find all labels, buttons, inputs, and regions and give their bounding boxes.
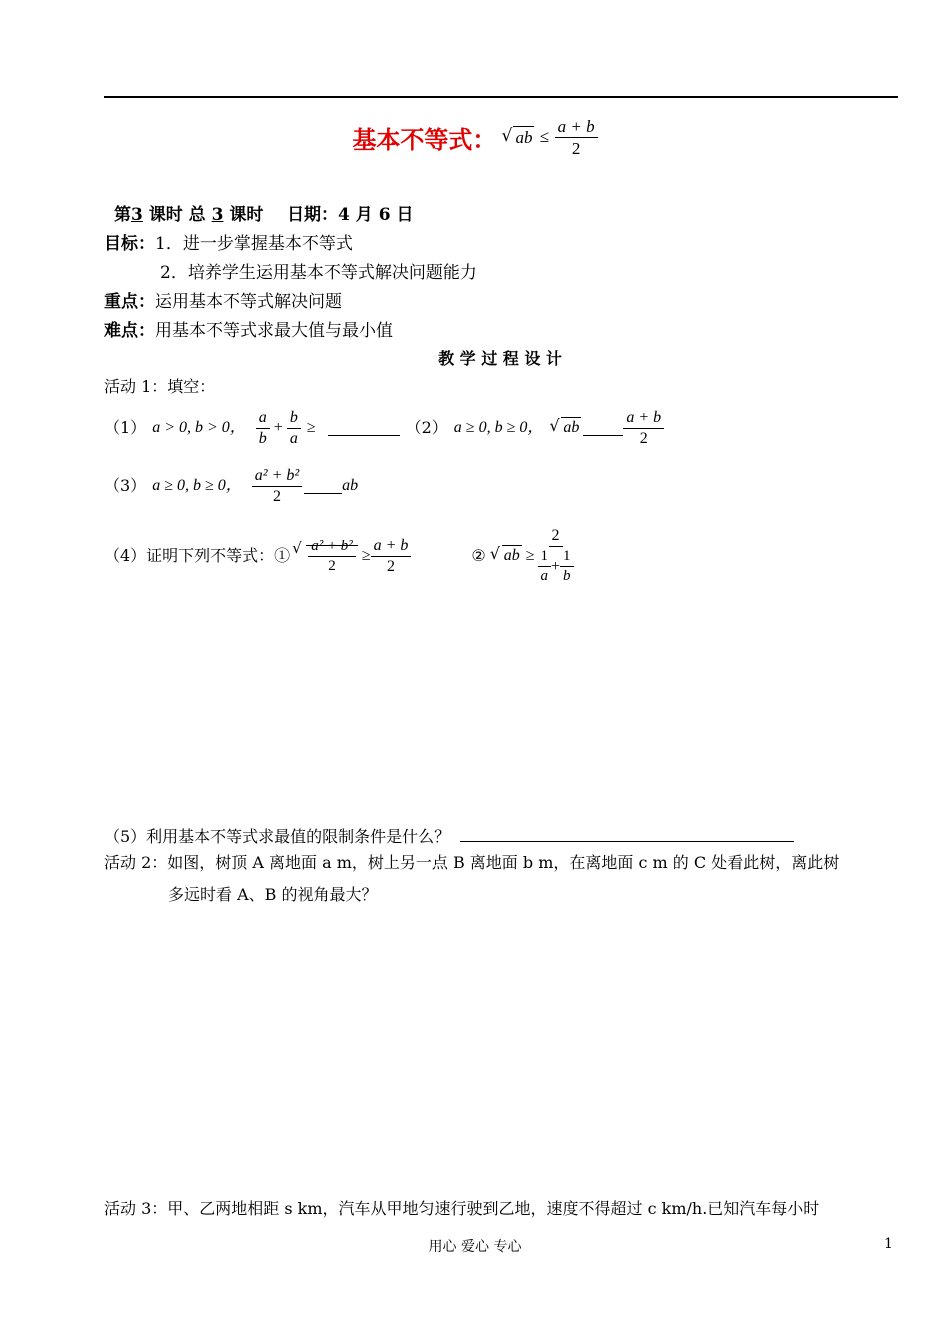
question-4: （4）证明下列不等式：① √ $\frac{\text{a² + b²}}{2}$ ≥ $\frac{a + b}{2}$ ② √ ab ≥ 2 $\frac{1}{a}$ + $\frac{1}{b}$ [104, 526, 577, 586]
activity-1-heading: 活动 1：填空： [104, 377, 216, 396]
sqrt-ab: √ ab [501, 128, 534, 148]
page-title [0, 118, 950, 174]
sqrt-ab-q4: √ ab [490, 545, 522, 567]
page-number: 1 [884, 1236, 893, 1252]
frac-a-plus-b-over-2: $\frac{a + b}{2}$ [555, 118, 598, 157]
question-3: （3） a ≥ 0, b ≥ 0， $\frac{\text{a² + b²}}{2}$ ab [104, 466, 359, 505]
question-1-2: （1） a > 0, b > 0， $\frac{a}{b}$ + $\frac{b}{a}$ ≥ （2） a ≥ 0, b ≥ 0， √ ab $\frac{a + b}{2}$ [104, 404, 664, 452]
blank-1[interactable] [328, 421, 400, 436]
sqrt-ab-q2: √ ab [549, 417, 581, 439]
blank-2[interactable] [583, 421, 623, 436]
blank-5[interactable] [460, 827, 794, 842]
header-rule [104, 96, 898, 98]
frac-q3: $\frac{\text{a² + b²}}{2}$ [252, 468, 302, 505]
activity-2-line-1: 活动 2：如图，树顶 A 离地面 a m，树上另一点 B 离地面 b m，在离地面 c m 的 C 处看此树，离此树 [104, 853, 840, 872]
frac-b-over-a: $\frac{b}{a}$ [287, 410, 301, 447]
frac-harmonic: 2 $\frac{1}{a}$ + $\frac{1}{b}$ [535, 528, 577, 584]
section-heading: 教 学 过 程 设 计 [438, 349, 562, 368]
lesson-line: 第3 课时 总 3 课时 日期：4 月 6 日 [114, 205, 414, 225]
key-line: 重点：运用基本不等式解决问题 [104, 292, 342, 312]
goal-line-2: 2．培养学生运用基本不等式解决问题能力 [160, 263, 477, 283]
title-formula: √ ab ≤ $\frac{a + b}{2}$ [501, 127, 597, 147]
frac-a-over-b: $\frac{a}{b}$ [256, 410, 270, 447]
sqrt-mean-square: √ $\frac{\text{a² + b²}}{2}$ [292, 539, 358, 574]
activity-3-line-1: 活动 3：甲、乙两地相距 s km，汽车从甲地匀速行驶到乙地，速度不得超过 c km/h.已知汽车每小时 [104, 1199, 820, 1218]
question-5: （5）利用基本不等式求最值的限制条件是什么？ [104, 826, 794, 848]
title-text: 基本不等式： [352, 126, 497, 154]
frac-q4-1: $\frac{a + b}{2}$ [371, 538, 412, 575]
activity-2-line-2: 多远时看 A、B 的视角最大？ [168, 885, 378, 904]
blank-3[interactable] [304, 479, 342, 494]
frac-q2: $\frac{a + b}{2}$ [623, 410, 664, 447]
page-footer: 用心 爱心 专心 [428, 1239, 522, 1255]
difficulty-line: 难点：用基本不等式求最大值与最小值 [104, 321, 393, 341]
goal-line-1: 目标：1．进一步掌握基本不等式 [104, 234, 353, 254]
